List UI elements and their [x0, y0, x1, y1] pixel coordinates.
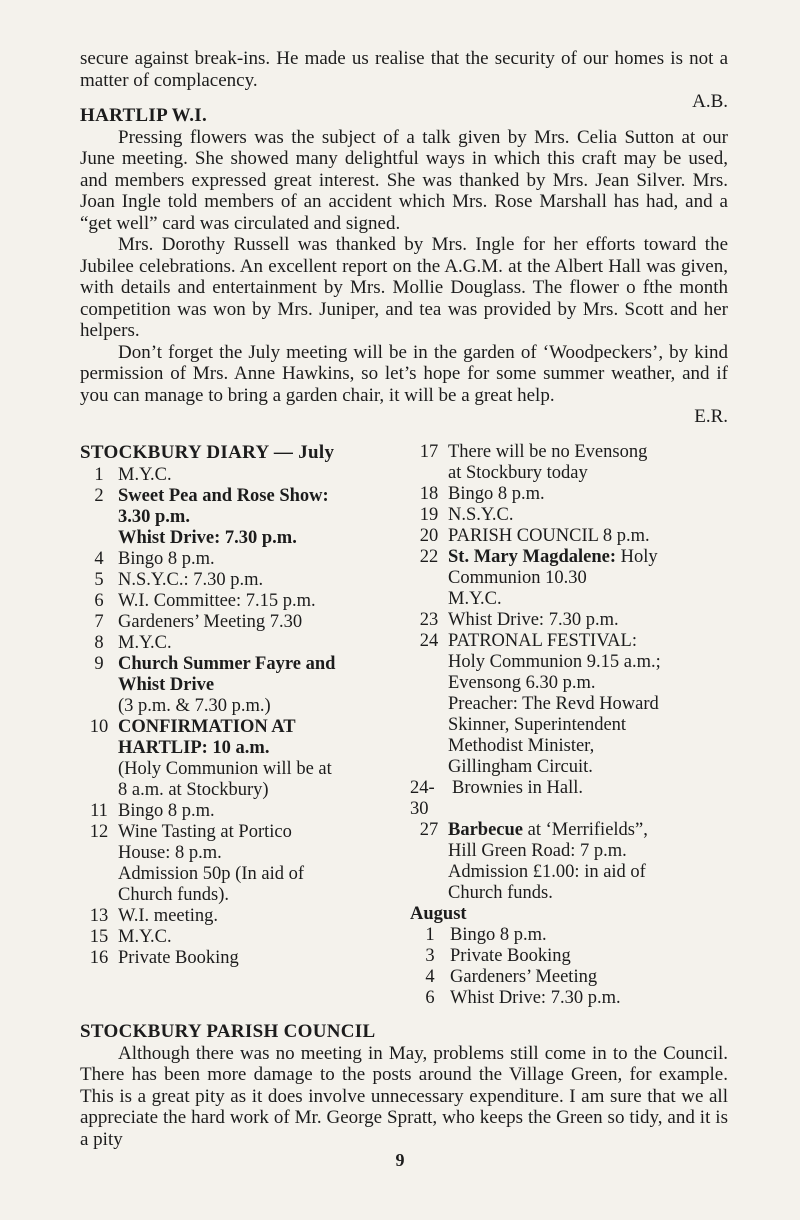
diary-text: [118, 612, 390, 633]
august-day: 1: [425, 924, 435, 945]
diary-entry: [410, 820, 728, 904]
diary-text: [118, 591, 390, 612]
diary-line: Evensong 6.30 p.m.: [448, 672, 596, 693]
diary-entry: [80, 927, 390, 948]
diary-line: Whist Drive: 7.30 p.m.: [118, 527, 297, 548]
diary-line: Gillingham Circuit.: [448, 756, 593, 777]
diary-day: 23: [419, 609, 439, 630]
hartlip-heading: HARTLIP W.I.: [80, 104, 208, 126]
diary-day: 16: [89, 947, 109, 968]
diary-day: 6: [94, 590, 104, 611]
diary-entry: [410, 526, 728, 547]
diary-day: 27: [419, 819, 439, 840]
diary-line: Brownies in Hall.: [452, 777, 584, 798]
diary-entry: [80, 549, 390, 570]
diary-text: [118, 801, 390, 822]
diary-line: 3.30 p.m.: [118, 506, 190, 527]
august-day: 4: [425, 966, 435, 987]
diary-heading: STOCKBURY DIARY — July: [80, 441, 335, 463]
diary-entry: [80, 612, 390, 633]
diary-line: Sweet Pea and Rose Show:: [118, 485, 329, 506]
diary-line: M.Y.C.: [118, 464, 172, 485]
diary-line: Methodist Minister,: [448, 735, 595, 756]
august-text: Bingo 8 p.m.: [450, 924, 547, 945]
diary-entry: [80, 465, 390, 486]
diary-entry: [80, 822, 390, 906]
diary-line: Whist Drive: [118, 674, 215, 695]
diary-entry: [410, 631, 728, 778]
august-entry: [410, 946, 728, 967]
diary-line: Admission 50p (In aid of: [118, 863, 305, 884]
diary-text: [118, 549, 390, 570]
diary-line: St. Mary Magdalene: Holy: [448, 546, 658, 567]
page-number: 9: [395, 1150, 405, 1170]
diary-line: (Holy Communion will be at: [118, 758, 332, 779]
august-text: Whist Drive: 7.30 p.m.: [450, 987, 621, 1008]
diary-line: W.I. Committee: 7.15 p.m.: [118, 590, 316, 611]
diary-entry: [80, 906, 390, 927]
diary-line: Private Booking: [118, 947, 239, 968]
august-heading: August: [410, 903, 467, 924]
diary-line: Whist Drive: 7.30 p.m.: [448, 609, 619, 630]
diary-day: 7: [94, 611, 104, 632]
diary-day: 10: [89, 716, 109, 737]
hartlip-paragraph-3: Don’t forget the July meeting will be in the garden of ‘Woodpeckers’, by kind permission of Mrs. Anne Hawkins, so let’s hope for some summer weather, and if you can manage to bring a garden chair, it will be a great help.: [80, 341, 728, 406]
august-day: 3: [425, 945, 435, 966]
diary-day: 12: [89, 821, 109, 842]
diary-line: (3 p.m. & 7.30 p.m.): [118, 695, 271, 716]
diary-text: [448, 820, 728, 904]
hartlip-section: [80, 105, 728, 428]
diary-text: [448, 505, 728, 526]
diary-entry: [80, 654, 390, 717]
diary-entry: [80, 591, 390, 612]
top-paragraph: secure against break-ins. He made us realise that the security of our homes is not a matter of complacency.: [80, 48, 728, 91]
diary-text: [118, 717, 390, 801]
diary-entry: [410, 547, 728, 610]
diary-text: [448, 547, 728, 610]
august-text: Private Booking: [450, 945, 571, 966]
diary-day: 19: [419, 504, 439, 525]
diary-text: [118, 906, 390, 927]
diary-line: Church funds).: [118, 884, 229, 905]
diary-text: [448, 526, 728, 547]
diary-line: Hill Green Road: 7 p.m.: [448, 840, 627, 861]
diary-line: HARTLIP: 10 a.m.: [118, 737, 270, 758]
diary-entry: [410, 610, 728, 631]
diary-text: [448, 484, 728, 505]
diary-line: N.S.Y.C.: 7.30 p.m.: [118, 569, 264, 590]
diary-text: [118, 822, 390, 906]
diary-entry: [80, 801, 390, 822]
diary-day: 18: [419, 483, 439, 504]
diary-text: [118, 654, 390, 717]
diary-day: 24-30: [410, 777, 435, 819]
august-entry: [410, 925, 728, 946]
diary-text: [118, 570, 390, 591]
diary-text: [118, 927, 390, 948]
diary-line: Admission £1.00: in aid of: [448, 861, 646, 882]
diary-line: Church funds.: [448, 882, 553, 903]
diary-day: 13: [89, 905, 109, 926]
diary-line: House: 8 p.m.: [118, 842, 222, 863]
diary-entry: [410, 442, 728, 484]
diary-line: N.S.Y.C.: [448, 504, 514, 525]
diary-text: [452, 778, 728, 820]
diary-line: Barbecue at ‘Merrifields”,: [448, 819, 648, 840]
top-signature: A.B.: [692, 91, 728, 112]
diary-day: 2: [94, 485, 104, 506]
diary-line: M.Y.C.: [448, 588, 502, 609]
diary-line: Skinner, Superintendent: [448, 714, 627, 735]
diary-line: Church Summer Fayre and: [118, 653, 336, 674]
diary-line: M.Y.C.: [118, 632, 172, 653]
diary-text: [448, 442, 728, 484]
diary-line: 8 a.m. at Stockbury): [118, 779, 269, 800]
council-heading: STOCKBURY PARISH COUNCIL: [80, 1020, 376, 1042]
diary-line: There will be no Evensong: [448, 441, 648, 462]
diary-text: [448, 610, 728, 631]
diary-day: 1: [94, 464, 104, 485]
august-entry: [410, 988, 728, 1009]
hartlip-paragraph-2: Mrs. Dorothy Russell was thanked by Mrs. Ingle for her efforts toward the Jubilee celebrations. An excellent report on the A.G.M. at the Albert Hall was given, with details and entertainment by Mrs. Mollie Douglass. The flower o fthe month competition was won by Mrs. Juniper, and tea was provided by Mrs. Scott and her helpers.: [80, 234, 728, 341]
diary-line: CONFIRMATION AT: [118, 716, 296, 737]
diary-line: M.Y.C.: [118, 926, 172, 947]
diary-line: Bingo 8 p.m.: [118, 548, 215, 569]
diary-line: W.I. meeting.: [118, 905, 219, 926]
council-paragraph: Although there was no meeting in May, problems still come in to the Council. There has been more damage to the posts around the Village Green, for example. This is a great pity as it does involve unnecessary expenditure. I am sure that we all appreciate the hard work of Mr. George Spratt, who keeps the Green so tidy, and it is a pity: [80, 1042, 728, 1150]
diary-day: 11: [90, 800, 108, 821]
newsletter-page: [80, 48, 728, 1150]
diary-line: Gardeners’ Meeting 7.30: [118, 611, 303, 632]
diary-right-entries: [410, 442, 728, 904]
august-entry: [410, 967, 728, 988]
diary-day: 24: [419, 630, 439, 651]
august-entries: [410, 925, 728, 1009]
diary-line: Wine Tasting at Portico: [118, 821, 292, 842]
diary-line: Communion 10.30: [448, 567, 587, 588]
diary-day: 8: [94, 632, 104, 653]
diary-line: Preacher: The Revd Howard: [448, 693, 659, 714]
diary-line: PATRONAL FESTIVAL:: [448, 630, 637, 651]
diary-entry: [410, 505, 728, 526]
diary-line: Bingo 8 p.m.: [448, 483, 545, 504]
hartlip-signature: E.R.: [694, 406, 728, 427]
council-section: [80, 1021, 728, 1151]
diary-text: [118, 465, 390, 486]
diary-entry: [80, 717, 390, 801]
diary-day: 17: [419, 441, 439, 462]
diary-entry: [80, 633, 390, 654]
diary-day: 9: [94, 653, 104, 674]
diary-entry: [410, 778, 728, 820]
august-day: 6: [425, 987, 435, 1008]
diary-text: [118, 486, 390, 549]
diary-entry: [410, 484, 728, 505]
diary-day: 5: [94, 569, 104, 590]
hartlip-paragraph-1: Pressing flowers was the subject of a talk given by Mrs. Celia Sutton at our June meeting. She showed many delightful ways in which this craft may be used, and members expressed great interest. She was thanked by Mrs. Jean Silver. Mrs. Joan Ingle told members of an accident which Mrs. Rose Marshall has had, and a “get well” card was circulated and signed.: [80, 126, 728, 234]
diary-day: 4: [94, 548, 104, 569]
diary-left-column: [80, 442, 390, 1009]
diary-line: PARISH COUNCIL 8 p.m.: [448, 525, 650, 546]
diary-entry: [80, 486, 390, 549]
diary-day: 22: [419, 546, 439, 567]
diary-day: 15: [89, 926, 109, 947]
diary-right-column: [410, 442, 728, 1009]
diary-text: [448, 631, 728, 778]
august-text: Gardeners’ Meeting: [450, 966, 598, 987]
diary-day: 20: [419, 525, 439, 546]
diary-line: at Stockbury today: [448, 462, 588, 483]
diary-entry: [80, 948, 390, 969]
diary-text: [118, 633, 390, 654]
diary-text: [118, 948, 390, 969]
diary-entry: [80, 570, 390, 591]
diary-line: Holy Communion 9.15 a.m.;: [448, 651, 661, 672]
diary-line: Bingo 8 p.m.: [118, 800, 215, 821]
stockbury-diary: [80, 442, 728, 1009]
